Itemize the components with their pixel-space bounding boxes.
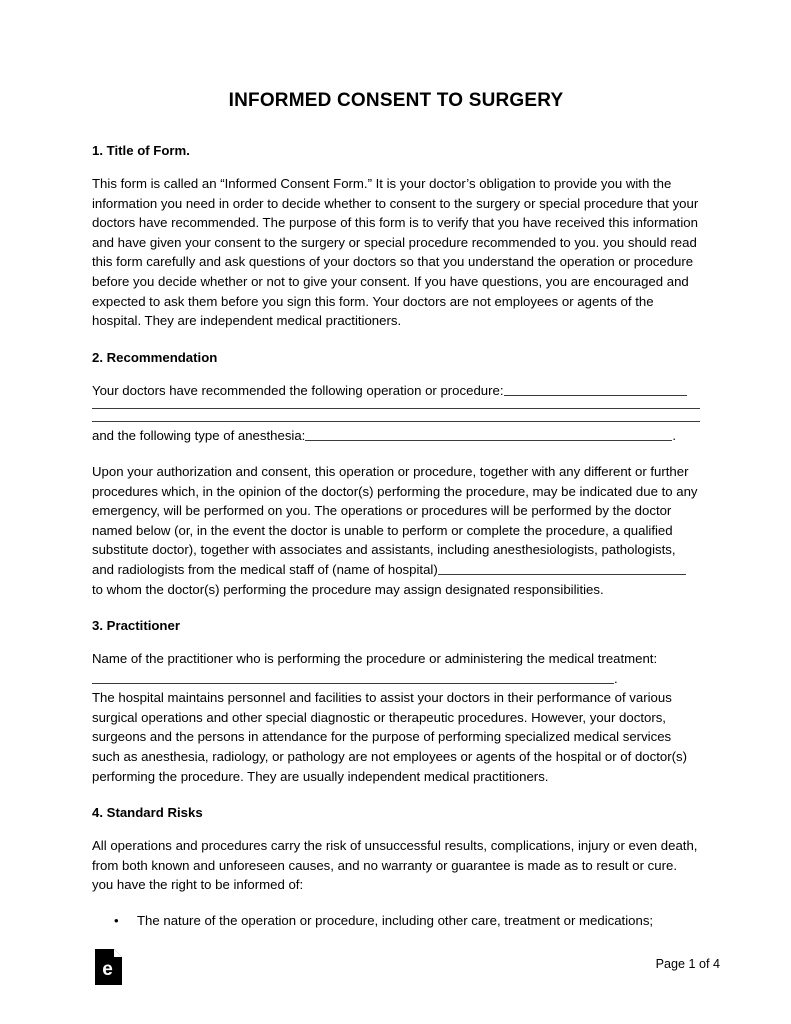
eforms-document-logo[interactable] bbox=[94, 948, 124, 986]
list-item bbox=[92, 911, 700, 931]
anesthesia-blank-line[interactable] bbox=[305, 427, 672, 441]
practitioner-name-blank-line[interactable] bbox=[92, 670, 614, 684]
page-footer bbox=[0, 944, 791, 1004]
section-paragraph-standard-risks: All operations and procedures carry the risk of unsuccessful results, complications, injury or even death, from both known and unforeseen causes, and no warranty or guarantee is made as to result or cure. you have the right to be informed of: bbox=[92, 838, 698, 893]
authorization-text-part-1: Upon your authorization and consent, this operation or procedure, together with any different or further procedures which, in the opinion of the doctor(s) performing the procedure, may be indicated due to any emergency, will be performed on you. The operations or procedures will be performed by the doctor named below (or, in the event the doctor is unable to perform or complete the procedure, a qualified substitute doctor), together with associates and assistants, including anesthesiologists, pathologists, and radiologists from the medical staff of (name of hospital) bbox=[92, 463, 698, 577]
document-content bbox=[92, 0, 700, 931]
section-paragraph-practitioner: The hospital maintains personnel and facilities to assist your doctors in their performance of various surgical operations and other special diagnostic or therapeutic procedures. However, your doctors, surgeons and the persons in attendance for the purpose of performing specialized medical services such as anesthesia, radiology, or pathology are not employees or agents of the hospital or of doctor(s) performing the procedure. They are usually independent medical practitioners. bbox=[92, 690, 688, 784]
practitioner-lead-text: Name of the practitioner who is performing the procedure or administering the medical treatment: bbox=[92, 651, 658, 667]
hospital-name-blank-line[interactable] bbox=[438, 561, 686, 575]
practitioner-trailing-period: . bbox=[614, 670, 618, 686]
authorization-paragraph bbox=[92, 462, 700, 599]
section-heading-standard-risks: 4. Standard Risks bbox=[92, 805, 203, 821]
section-heading-recommendation: 2. Recommendation bbox=[92, 349, 218, 365]
recommendation-fill-block bbox=[92, 381, 700, 401]
page-number-label: Page 1 of 4 bbox=[655, 957, 720, 971]
anesthesia-lead-text: and the following type of anesthesia: bbox=[92, 428, 306, 444]
svg-text:e: e bbox=[102, 959, 113, 980]
page-title: INFORMED CONSENT TO SURGERY bbox=[228, 90, 564, 111]
anesthesia-trailing-period: . bbox=[672, 428, 677, 444]
section-heading-practitioner: 3. Practitioner bbox=[92, 618, 180, 634]
practitioner-fill-block bbox=[92, 649, 700, 688]
section-heading-title-of-form: 1. Title of Form. bbox=[92, 143, 190, 158]
list-item-label: The nature of the operation or procedure, including other care, treatment or medications; bbox=[137, 913, 654, 929]
standard-risks-bullet-list bbox=[92, 911, 700, 931]
recommendation-lead-text: Your doctors have recommended the following operation or procedure: bbox=[92, 382, 504, 398]
procedure-blank-line-1[interactable] bbox=[504, 382, 687, 396]
authorization-text-part-2: to whom the doctor(s) performing the procedure may assign designated responsibilities. bbox=[92, 581, 604, 597]
section-paragraph-title-of-form: This form is called an “Informed Consent Form.” It is your doctor’s obligation to provide you with the information you need in order to decide whether to consent to the surgery or special procedure that your doctors have recommended. The purpose of this form is to verify that you have received this information and have given your consent to the surgery or special procedure recommended to you. you should read this form carefully and ask questions of your doctors so that you understand the operation or procedure before you decide whether or not to give your consent. If you have questions, you are encouraged and expected to ask them before you sign this form. Your doctors are not employees or agents of the hospital. They are independent medical practitioners. bbox=[92, 176, 699, 329]
anesthesia-fill-block bbox=[92, 426, 700, 446]
bullet-marker-icon: • bbox=[114, 913, 119, 929]
